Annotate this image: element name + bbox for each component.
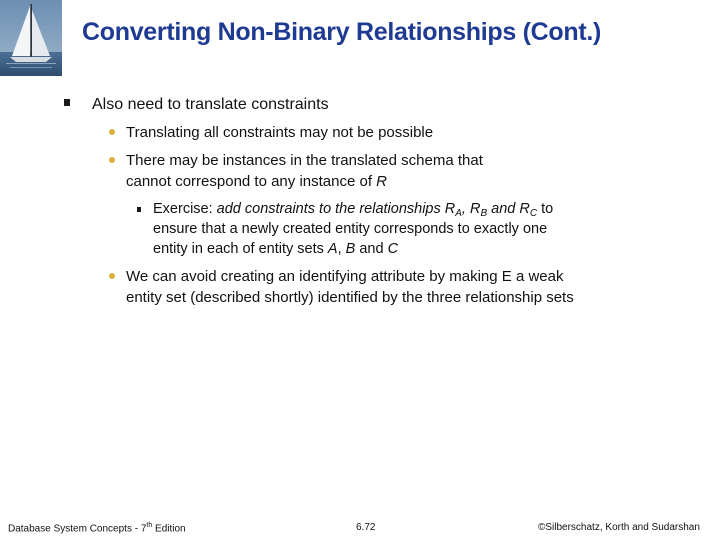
dot-bullet-icon — [109, 129, 115, 135]
bullet-text-continuation: entity set (described shortly) identified by the three relationship sets — [126, 289, 574, 306]
exercise-italic: add constraints to the relationships R — [216, 201, 456, 217]
text-span: and — [355, 241, 388, 257]
page-title: Converting Non-Binary Relationships (Cont.) — [82, 18, 602, 46]
sailboat-logo-icon — [0, 0, 62, 76]
exercise-sep: and R — [487, 201, 530, 217]
subscript-a: A — [455, 208, 462, 219]
text-span: cannot correspond to any instance of — [126, 173, 377, 190]
footer-copyright: ©Silberschatz, Korth and Sudarshan — [538, 522, 700, 533]
bullet-text: Also need to translate constraints — [92, 96, 329, 113]
text-span: entity in each of entity sets — [153, 241, 328, 257]
bullet-text-continuation — [126, 171, 387, 192]
subscript-b: B — [480, 208, 488, 219]
text-span: , — [337, 241, 346, 257]
footer-text: Edition — [152, 523, 186, 535]
exercise-label: Exercise: — [153, 201, 217, 217]
bullet-text: There may be instances in the translated schema that — [126, 152, 483, 169]
exercise-text — [153, 239, 398, 260]
dot-bullet-icon — [109, 273, 115, 279]
bullet-text: We can avoid creating an identifying attribute by making E a weak — [126, 268, 564, 285]
square-bullet-icon — [64, 99, 70, 106]
footer-text: Database System Concepts - 7 — [8, 523, 147, 535]
small-square-bullet-icon — [137, 207, 141, 212]
var-c: C — [387, 241, 399, 257]
variable-r: R — [376, 173, 388, 190]
footer-sup: th — [146, 522, 153, 529]
exercise-tail: to — [537, 201, 554, 217]
var-a: A — [327, 241, 338, 257]
footer-left — [8, 522, 186, 534]
exercise-sep: , R — [461, 201, 481, 217]
subscript-c: C — [529, 208, 538, 219]
footer-page-number: 6.72 — [356, 522, 376, 533]
bullet-text: Translating all constraints may not be possible — [126, 124, 434, 141]
var-b: B — [345, 241, 356, 257]
exercise-text: ensure that a newly created entity corresponds to exactly one — [153, 221, 548, 237]
dot-bullet-icon — [109, 157, 115, 163]
